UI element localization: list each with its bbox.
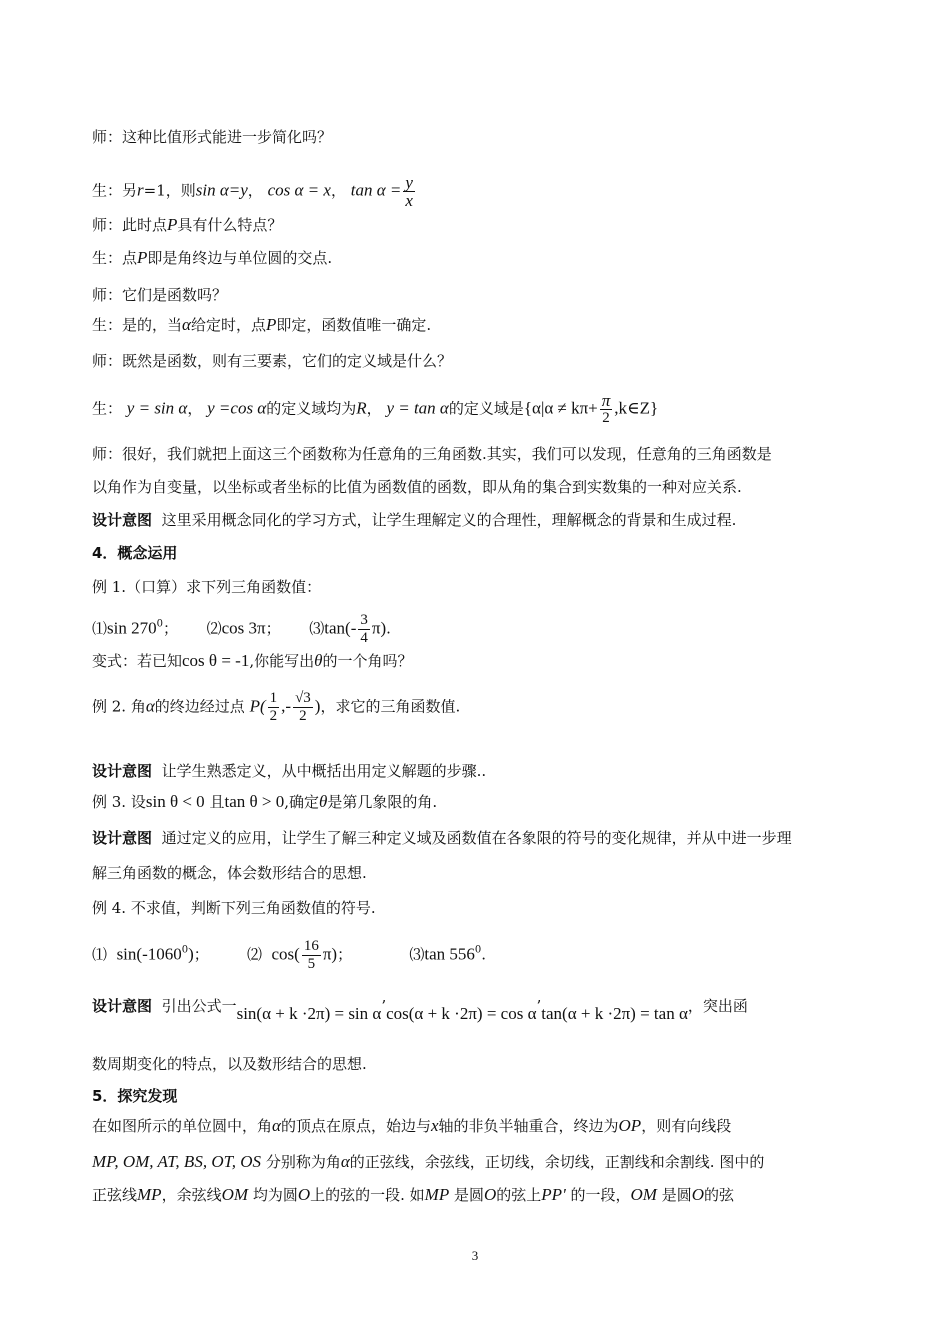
math: 0: [156, 618, 163, 630]
math: tan α =: [350, 180, 402, 200]
math: sin 270: [107, 618, 157, 638]
text: 上的弦的一段. 如: [310, 1186, 425, 1204]
math: π): [322, 944, 338, 964]
math: {α|α ≠ kπ+: [523, 398, 598, 418]
text: 是圆: [453, 1186, 484, 1204]
math: MP: [424, 1185, 450, 1204]
math: tan(α + k ·2π) = tan α: [541, 1004, 688, 1023]
example-line: [92, 897, 376, 919]
text: 的顶点在原点，始边与: [280, 1117, 431, 1135]
text: 变式：若已知: [92, 652, 183, 670]
text: 这里采用概念同化的学习方式，让学生理解定义的合理性，理解概念的背景和生成过程.: [161, 511, 737, 529]
section-heading: 4．概念运用: [92, 544, 178, 562]
math: cos(α + k ·2π) = cos α: [386, 1004, 537, 1023]
fraction: $\frac{16}{5}$: [303, 938, 319, 972]
label: 设计意图: [92, 762, 153, 780]
text: ，突出函: [687, 997, 748, 1015]
math: cos θ = -1: [182, 651, 250, 670]
text: ⑴: [92, 619, 108, 638]
fraction: $\frac{√3}{2}$: [295, 690, 311, 724]
math: α: [182, 315, 191, 334]
text: =1，则: [143, 181, 196, 200]
text: .: [481, 945, 487, 964]
example-line: [92, 791, 437, 813]
page-number: 3: [471, 1248, 479, 1263]
math: OP: [618, 1116, 642, 1135]
text: ⑵: [246, 945, 262, 964]
dialogue-line: [92, 392, 658, 427]
text: ’: [536, 997, 542, 1015]
math: α: [340, 1152, 350, 1171]
text: ,确定: [284, 793, 320, 811]
text: 是第几象限的角.: [327, 793, 438, 811]
text: 生：: [92, 399, 123, 418]
math: O: [297, 1185, 311, 1204]
text: 解三角函数的概念，体会数形结合的思想.: [92, 864, 367, 882]
math: tan θ > 0: [224, 792, 285, 811]
text: 具有什么特点？: [177, 216, 283, 234]
math: sin(-1060: [116, 944, 182, 964]
paragraph-line: [92, 1151, 764, 1173]
text: ，则有向线段: [641, 1117, 732, 1135]
example-line: [92, 612, 391, 647]
dialogue-line: [92, 247, 332, 269]
math: P: [265, 315, 277, 334]
math: y = sin α: [126, 398, 188, 418]
text: 即定，函数值唯一确定.: [276, 316, 432, 334]
text: 的一段，: [570, 1186, 631, 1204]
text: ⑴: [92, 945, 108, 964]
text: ；: [162, 619, 178, 638]
label: 设计意图: [92, 997, 153, 1015]
text: 的定义域均为: [266, 399, 357, 418]
text: 生：另: [92, 181, 138, 200]
math: r: [137, 180, 144, 200]
text: 引出公式一: [161, 997, 237, 1015]
text: 在如图所示的单位圆中，角: [92, 1117, 273, 1135]
math: PP': [541, 1185, 566, 1204]
math: OM: [221, 1185, 249, 1204]
text: 例 3. 设: [92, 793, 146, 811]
example-line: [92, 576, 321, 598]
label: 设计意图: [92, 511, 153, 529]
text: .: [386, 619, 391, 638]
fraction: $\frac{1}{2}$: [269, 690, 278, 724]
text: 生：点: [92, 249, 138, 267]
text: 的弦: [704, 1186, 735, 1204]
text: 师：既然是函数，则有三要素，它们的定义域是什么？: [92, 352, 453, 370]
math: α: [272, 1116, 281, 1135]
math: ,-: [281, 696, 292, 716]
math: π): [371, 618, 387, 638]
text: ，: [330, 181, 346, 200]
text: 数周期变化的特点，以及数形结合的思想.: [92, 1055, 367, 1073]
math: P: [137, 248, 148, 267]
math: R: [356, 398, 367, 418]
text: 以角作为自变量，以坐标或者坐标的比值为函数值的函数，即从角的集合到实数集的一种对应关系.: [92, 478, 742, 496]
text: 生：是的，当: [92, 316, 183, 334]
math: tan(-: [324, 618, 357, 638]
math: sin(α + k ·2π) = sin α: [236, 1004, 382, 1023]
label: 设计意图: [92, 829, 153, 847]
paragraph-line: [92, 443, 772, 465]
text: 的定义域是: [448, 399, 524, 418]
paragraph-line: [92, 1184, 734, 1206]
math: tan 556: [424, 944, 475, 964]
math: θ: [314, 651, 323, 670]
text: ；: [265, 619, 281, 638]
math: cos 3π: [221, 618, 266, 638]
fraction: $\frac{\pi}{2}$: [601, 391, 611, 426]
math: α: [145, 696, 155, 716]
math: 0: [181, 944, 189, 956]
math: 0: [474, 944, 482, 956]
fraction: $\frac{y}{x}$: [405, 173, 413, 210]
text: 例 2. 角: [92, 697, 146, 716]
design-intent: [92, 995, 748, 1023]
paragraph-line: [92, 1053, 367, 1075]
text: 师：它们是函数吗？: [92, 286, 228, 304]
text: 的终边经过点: [154, 697, 245, 716]
math: sin θ < 0: [145, 792, 205, 811]
text: 例 1.（口算）求下列三角函数值：: [92, 578, 322, 596]
text: 让学生熟悉定义，从中概括出用定义解题的步骤..: [161, 762, 487, 780]
math: cos(: [271, 944, 300, 964]
dialogue-line: [92, 314, 431, 336]
example-line: [92, 938, 486, 973]
math: MP: [137, 1185, 162, 1204]
math: y = tan α: [386, 398, 449, 418]
text: 通过定义的应用，让学生了解三种定义域及函数值在各象限的符号的变化规律，并从中进一步理: [161, 829, 792, 847]
text: 师：很好，我们就把上面这三个函数称为任意角的三角函数.其实，我们可以发现，任意角的三角函数是: [92, 445, 772, 463]
text: ’: [381, 997, 387, 1015]
math: θ: [319, 792, 328, 811]
text: 给定时，点: [190, 316, 266, 334]
design-intent: [92, 827, 792, 849]
text: ，求它的三角函数值.: [320, 697, 461, 716]
math: x: [430, 1116, 439, 1135]
section-heading: 5．探究发现: [92, 1087, 178, 1105]
text: 分别称为角: [265, 1153, 341, 1171]
example-line: [92, 650, 412, 672]
fraction: $\frac{3}{4}$: [360, 612, 368, 646]
text: 是圆: [661, 1186, 692, 1204]
design-intent: [92, 509, 736, 531]
text: 的弦上: [496, 1186, 542, 1204]
dialogue-line: [92, 350, 452, 372]
math: OM: [630, 1185, 657, 1204]
math: cos α = x: [267, 180, 331, 200]
text: ；: [337, 945, 353, 964]
text: ，: [187, 399, 203, 418]
text: ，余弦线: [161, 1186, 222, 1204]
text: 轴的非负半轴重合，终边为: [438, 1117, 619, 1135]
text: ；: [193, 945, 209, 964]
paragraph-line: [92, 1115, 731, 1137]
text: ，: [247, 181, 263, 200]
text: 且: [209, 793, 225, 811]
text: ，: [366, 399, 382, 418]
dialogue-line: [92, 174, 417, 209]
dialogue-line: [92, 214, 282, 236]
math: y =cos α: [207, 398, 267, 418]
math: P: [167, 215, 178, 234]
math: ,k∈Z}: [614, 398, 659, 418]
text: ⑶: [409, 945, 425, 964]
text: 的一个角吗？: [322, 652, 413, 670]
dialogue-line: [92, 126, 332, 148]
math: ): [188, 944, 194, 964]
text: 正弦线: [92, 1186, 138, 1204]
math: ): [314, 696, 321, 716]
text: ,你能写出: [249, 652, 315, 670]
math: sin α=y: [195, 180, 248, 200]
text: 师：这种比值形式能进一步简化吗？: [92, 128, 333, 146]
dialogue-line: [92, 284, 227, 306]
math: O: [484, 1185, 497, 1204]
text: 例 4. 不求值，判断下列三角函数值的符号.: [92, 899, 376, 917]
text: 师：此时点: [92, 216, 168, 234]
text: ⑵: [206, 619, 222, 638]
math: O: [691, 1185, 705, 1204]
paragraph-line: [92, 862, 367, 884]
example-line: [92, 690, 460, 725]
design-intent: [92, 760, 486, 782]
text: ⑶: [309, 619, 325, 638]
math: MP, OM, AT, BS, OT, OS: [92, 1152, 262, 1171]
text: 均为圆: [252, 1186, 298, 1204]
text: 的正弦线，余弦线，正切线，余切线，正割线和余割线. 图中的: [349, 1153, 765, 1171]
math: P(: [249, 696, 266, 716]
text: 即是角终边与单位圆的交点.: [147, 249, 333, 267]
paragraph-line: [92, 476, 742, 498]
